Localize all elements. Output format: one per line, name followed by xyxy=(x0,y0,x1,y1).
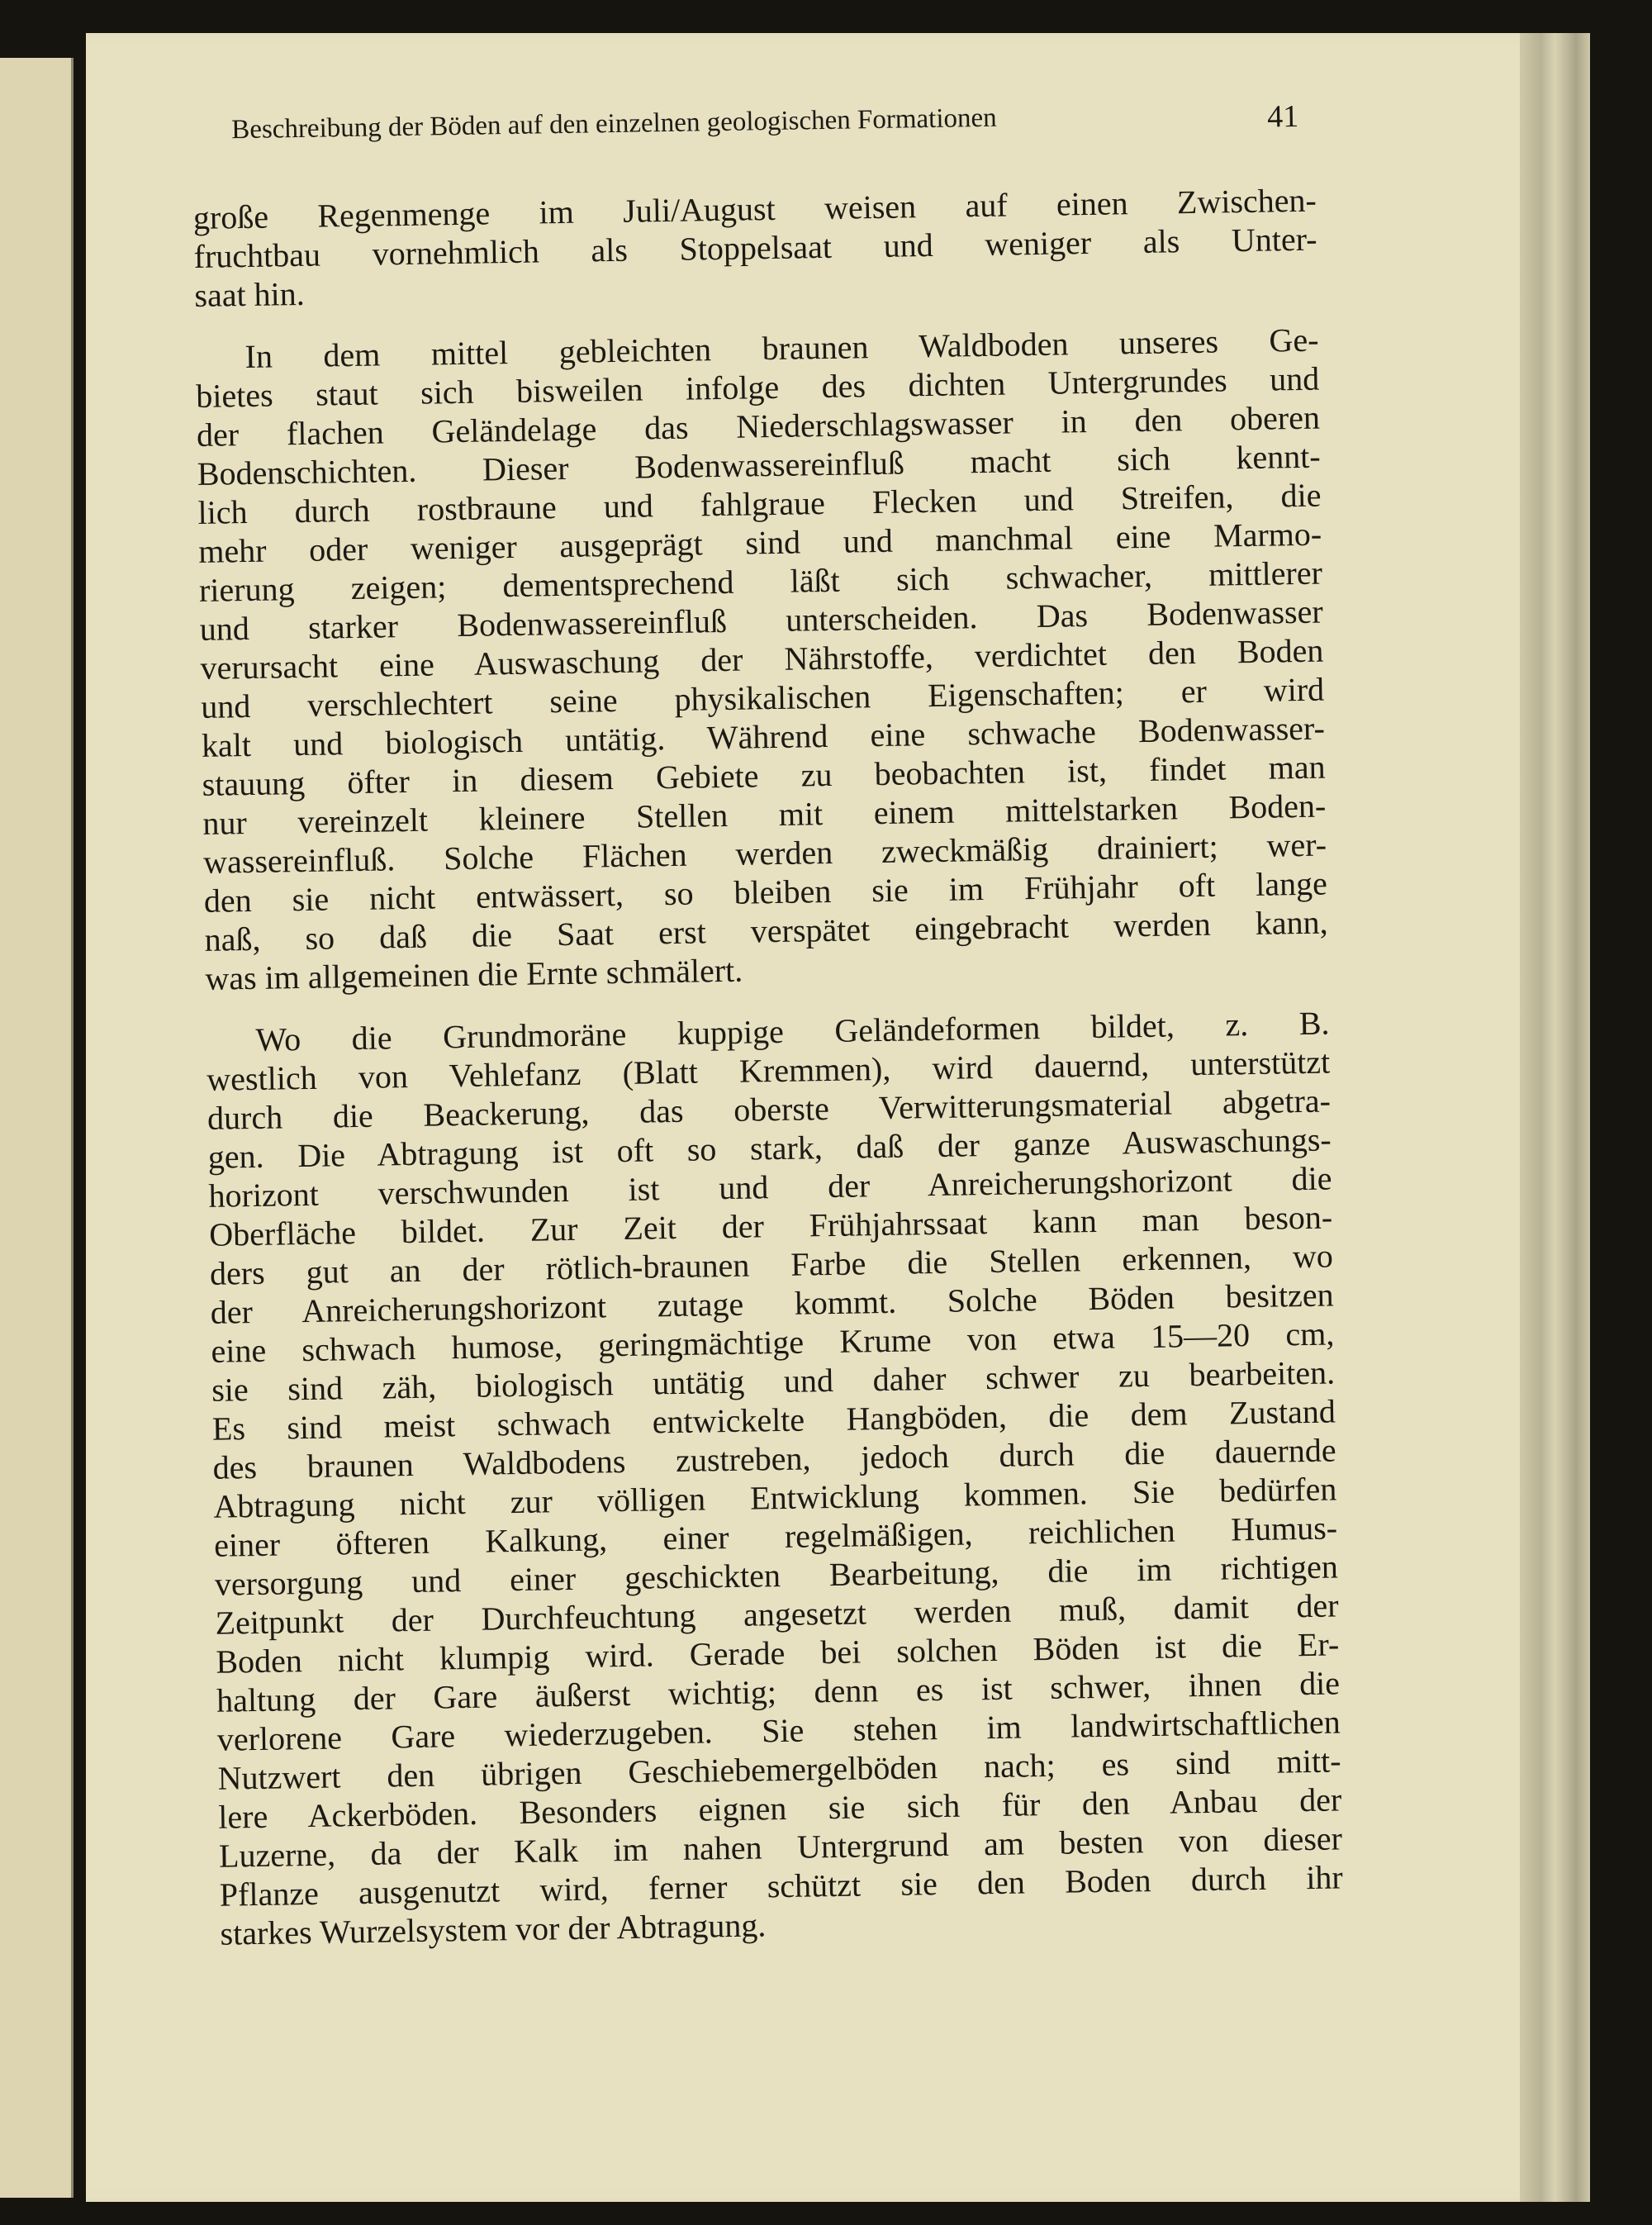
text-line: verlorene Gare wiederzugeben. Sie stehen im landwirtschaftlichen xyxy=(216,1703,1341,1758)
text-line: den sie nicht entwässert, so bleiben sie im Frühjahr oft lange xyxy=(203,864,1328,920)
text-line: lere Ackerböden. Besonders eignen sie sich für den Anbau der xyxy=(217,1780,1342,1836)
text-line: mehr oder weniger ausgeprägt sind und manchmal eine Marmo- xyxy=(197,515,1322,570)
text-line: horizont verschwunden ist und der Anreicherungshorizont die xyxy=(208,1159,1332,1215)
page-stack-edge xyxy=(1520,33,1590,2202)
text-line: lich durch rostbraune und fahlgraue Flecken und Streifen, die xyxy=(197,476,1322,531)
text-line: verursacht eine Auswaschung der Nährstoffe, verdichtet den Boden xyxy=(200,631,1324,687)
text-line: versorgung und einer geschickten Bearbeitung, die im richtigen xyxy=(214,1548,1339,1603)
text-line: gen. Die Abtragung ist oft so stark, daß der ganze Auswaschungs- xyxy=(207,1120,1332,1176)
body-text xyxy=(193,181,1344,1953)
text-line: westlich von Vehlefanz (Blatt Kremmen), wird dauernd, unterstützt xyxy=(206,1043,1331,1098)
text-line: eine schwach humose, geringmächtige Krume von etwa 15—20 cm, xyxy=(211,1315,1335,1370)
text-line: der flachen Geländelage das Niederschlagswasser in den oberen xyxy=(196,398,1321,454)
text-line: große Regenmenge im Juli/August weisen auf einen Zwischen- xyxy=(192,181,1317,236)
paragraph xyxy=(206,1004,1344,1953)
text-line: Nutzwert den übrigen Geschiebemergelböden nach; es sind mitt- xyxy=(217,1742,1341,1797)
text-line: des braunen Waldbodens zustreben, jedoch durch die dauernde xyxy=(212,1431,1336,1486)
text-line: Bodenschichten. Dieser Bodenwassereinfluß macht sich kennt- xyxy=(197,437,1321,492)
text-line: Wo die Grundmoräne kuppige Geländeformen bildet, z. B. xyxy=(255,1004,1330,1058)
text-line: stauung öfter in diesem Gebiete zu beobachten ist, findet man xyxy=(202,748,1326,803)
text-line: und verschlechtert seine physikalischen Eigenschaften; er wird xyxy=(200,670,1325,725)
text-line: fruchtbau vornehmlich als Stoppelsaat und weniger als Unter- xyxy=(193,220,1317,275)
text-line: haltung der Gare äußerst wichtig; denn es ist schwer, ihnen die xyxy=(216,1664,1341,1719)
paragraph xyxy=(195,321,1328,998)
text-line: einer öfteren Kalkung, einer regelmäßigen, reichlichen Humus- xyxy=(213,1509,1338,1564)
text-line: was im allgemeinen die Ernte schmälert. xyxy=(205,951,743,997)
text-line: ders gut an der rötlich-braunen Farbe die Stellen erkennen, wo xyxy=(209,1237,1334,1292)
text-line: Abtragung nicht zur völligen Entwicklung kommen. Sie bedürfen xyxy=(213,1470,1337,1525)
text-line: Oberfläche bildet. Zur Zeit der Frühjahrssaat kann man beson- xyxy=(208,1198,1333,1253)
text-line: kalt und biologisch untätig. Während eine schwache Bodenwasser- xyxy=(201,709,1326,764)
text-line: In dem mittel gebleichten braunen Waldboden unseres Ge- xyxy=(244,321,1319,376)
page-number: 41 xyxy=(1266,98,1299,135)
text-line: saat hin. xyxy=(194,274,306,314)
text-line: naß, so daß die Saat erst verspätet eingebracht werden kann, xyxy=(204,903,1328,958)
page-content xyxy=(192,98,1344,1953)
paragraph xyxy=(193,181,1318,315)
text-line: Es sind meist schwach entwickelte Hangböden, die dem Zustand xyxy=(211,1392,1336,1448)
text-line: wassereinfluß. Solche Flächen werden zweckmäßig drainiert; wer- xyxy=(202,825,1327,881)
text-line: Pflanze ausgenutzt wird, ferner schützt sie den Boden durch ihr xyxy=(219,1858,1344,1914)
text-line: und starker Bodenwassereinfluß unterscheiden. Das Bodenwasser xyxy=(199,592,1323,648)
text-line: bietes staut sich bisweilen infolge des dichten Untergrundes und xyxy=(195,359,1320,415)
running-title: Beschreibung der Böden auf den einzelnen geologischen Formationen xyxy=(230,102,997,145)
text-line: rierung zeigen; dementsprechend läßt sich schwacher, mittlerer xyxy=(198,554,1323,609)
text-line: Boden nicht klumpig wird. Gerade bei solchen Böden ist die Er- xyxy=(216,1625,1340,1681)
facing-page-edge xyxy=(0,58,74,2198)
text-line: durch die Beackerung, das oberste Verwitterungsmaterial abgetra- xyxy=(206,1082,1332,1137)
text-line: der Anreicherungshorizont zutage kommt. Solche Böden besitzen xyxy=(210,1276,1334,1331)
text-line: nur vereinzelt kleinere Stellen mit einem mittelstarken Boden- xyxy=(202,787,1327,842)
text-line: starkes Wurzelsystem vor der Abtragung. xyxy=(220,1906,767,1952)
text-line: Luzerne, da der Kalk im nahen Untergrund am besten von dieser xyxy=(218,1819,1343,1875)
text-line: Zeitpunkt der Durchfeuchtung angesetzt werden muß, damit der xyxy=(215,1586,1339,1642)
text-line: sie sind zäh, biologisch untätig und daher schwer zu bearbeiten. xyxy=(211,1353,1336,1409)
